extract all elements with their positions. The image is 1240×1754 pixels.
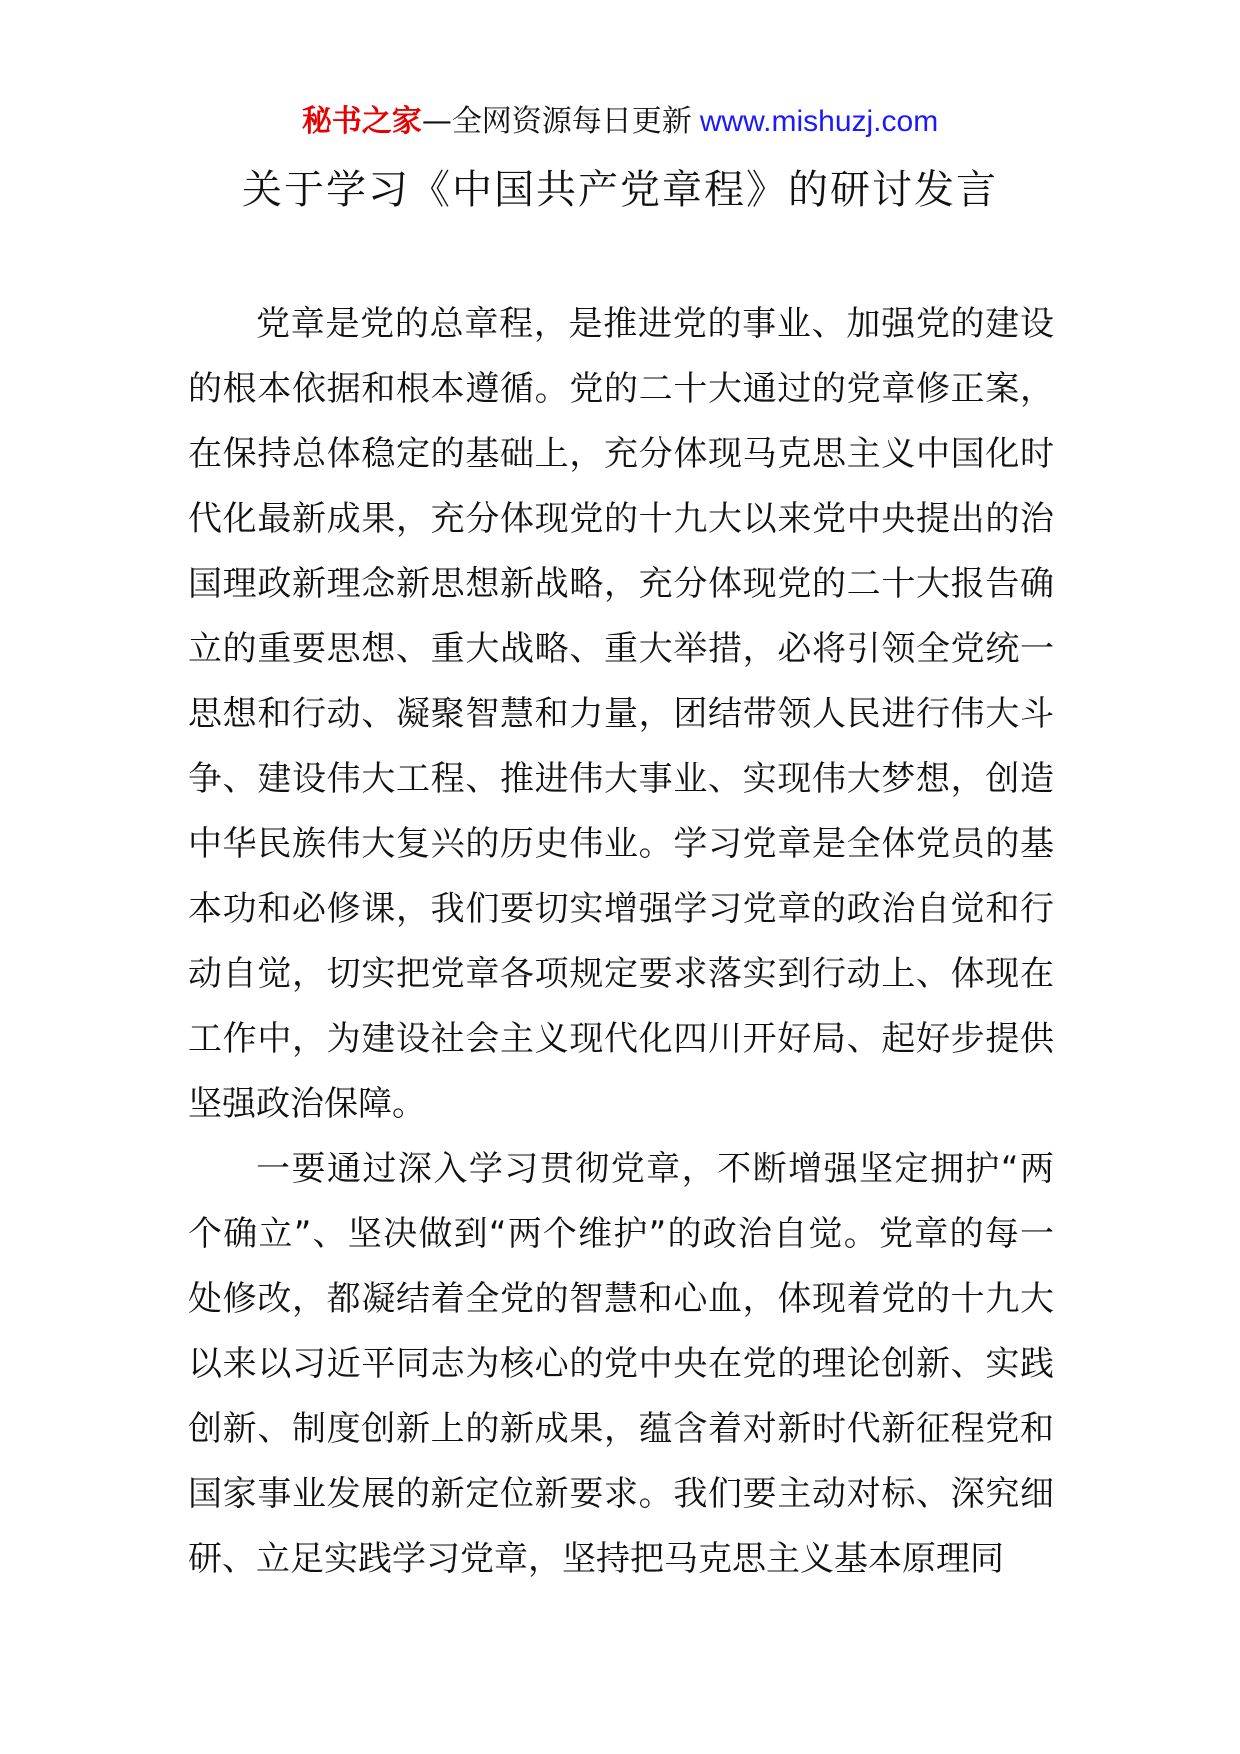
paragraph-1: 党章是党的总章程，是推进党的事业、加强党的建设的根本依据和根本遵循。党的二十大通过的党章修正案，在保持总体稳定的基础上，充分体现马克思主义中国化时代化最新成果，充分体现党的十九大以来党中央提出的治国理政新理念新思想新战略，充分体现党的二十大报告确立的重要思想、重大战略、重大举措，必将引领全党统一思想和行动、凝聚智慧和力量，团结带领人民进行伟大斗争、建设伟大工程、推进伟大事业、实现伟大梦想，创造中华民族伟大复兴的历史伟业。学习党章是全体党员的基本功和必修课，我们要切实增强学习党章的政治自觉和行动自觉，切实把党章各项规定要求落实到行动上、体现在工作中，为建设社会主义现代化四川开好局、起好步提供坚强政治保障。 <box>188 304 1054 1124</box>
site-url-link[interactable]: www.mishuzj.com <box>699 105 939 138</box>
header-tagline: —全网资源每日更新 <box>421 104 692 139</box>
site-header <box>0 100 1240 144</box>
document-body <box>188 292 1054 1592</box>
document-title: 关于学习《中国共产党章程》的研讨发言 <box>242 167 998 213</box>
brand-name: 秘书之家 <box>301 104 422 139</box>
paragraph-2: 一要通过深入学习贯彻党章，不断增强坚定拥护“两个确立”、坚决做到“两个维护”的政治自觉。党章的每一处修改，都凝结着全党的智慧和心血，体现着党的十九大以来以习近平同志为核心的党中央在党的理论创新、实践创新、制度创新上的新成果，蕴含着对新时代新征程党和国家事业发展的新定位新要求。我们要主动对标、深究细研、立足实践学习党章，坚持把马克思主义基本原理同 <box>188 1149 1054 1579</box>
